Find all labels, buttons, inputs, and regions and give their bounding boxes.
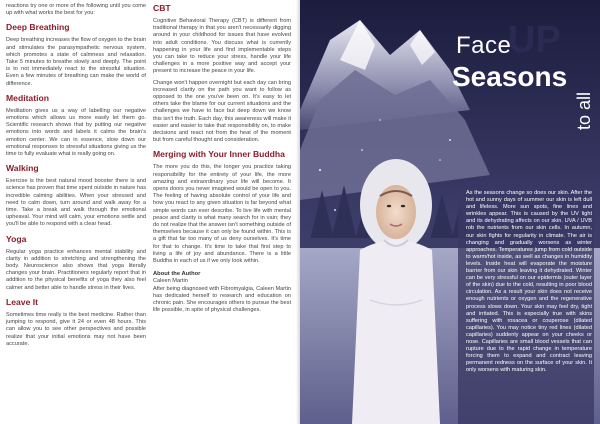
heading-inner-buddha: Merging with Your Inner Buddha (153, 149, 285, 160)
right-page (300, 0, 600, 424)
title-up: UP (508, 19, 561, 61)
body-walking: Exercise is the best natural mood booster there is and science has proven that time spent outside in nature has incredible calming abilities. When your stressed and need to calm down, turn around and walk away for a time. Take a break and walk through the emotional upheaval. Your mind will calm, your emotions settle and you'll be able to respond with a clear head. (6, 178, 146, 228)
body-inner-buddha: The more you do this, the longer you practice taking responsibility for the entirety of your life, the more amazing and extraordinary your life will become. It opens doors you never imagined would be open to you. The feeling of having absolute control of your life and how you react to any given situation is far beyond what simple words can ever describe. To live life with mental peace and clarity is what many search for in vain; they do not realize that the answer isn't something outside of themselves because it can only be found within. This is a gift that far too many of us deny ourselves. It's time for that to change. It's time to take that first step to living a life of joy and abundance. There is a little Buddha in each of us if we only look within. (153, 164, 291, 265)
heading-leave-it: Leave It (6, 296, 39, 307)
author-name: Caleen Martin (153, 278, 188, 285)
heading-deep-breathing: Deep Breathing (6, 22, 70, 33)
skin-seasons-body: As the seasons change so does our skin. After the hot and sunny days of summer our skin is left dull and lifeless. More sun spots, fine lines and wrinkles appear. This is caused by the UV light and its dehydrating affects on our skin. UVA / UVB rob the nutrients from our skin cells. In autumn, our skin fights for regularity in climate. The air is changing and gradually worsens as winter approaches. Temperatures jump from cold outside to warm/hot inside, as well as changes in humidity levels. Inside heat will evaporate the moisture barrier from our skin leaving it dehydrated. Winter can be very stressful on our epidermis (outer layer of the skin) due to the cold, resulting in poor blood circulation. As a result your skin does not receive enough nutrients or oxygen and the regenerative process slows down. Your skin may feel dry, tight and irritated. This is especially true with skins suffering with rosacea or couperose (dilated capillaries). You may notice tiny red lines (dilated capillaries) suddenly appear on your cheeks or nose. Capillaries are small blood vessels that can rupture due to the rapid change in temperature forcing them to expand and contract leaving permanent redness on the surface of your skin. It only worsens with maturing skin. (466, 190, 592, 374)
heading-walking: Walking (6, 163, 39, 174)
body-deep-breathing: Deep breathing increases the flow of oxygen to the brain and stimulates the parasympathetic nervous system, which promotes a state of calmness and relaxation. Take 5 minutes to breathe slowly and deeply. The point is to not immediately react to the stressful situation. Even a few minutes of breathing can make the world of difference. (6, 37, 146, 87)
title-seasons: Seasons (452, 61, 568, 92)
body-leave-it: Sometimes time really is the best medicine. Rather than jumping to respond, give it 24 or even 48 hours. This can allow you to see other perspectives and possible realize that your initial emotions may not have been accurate. (6, 311, 146, 347)
heading-meditation: Meditation (6, 92, 49, 103)
feature-title (448, 14, 598, 92)
about-author-heading: About the Author (153, 271, 201, 278)
body-cbt-1: Cognitive Behavioral Therapy (CBT) is different from traditional therapy in that you aren't necessarily digging around in your childhood for issues that have evolved into adult conditions. You discuss what is currently happening in your life and find implementable steps you can take to reduce your stress, handle your life challenges in a more positive way and accept your present to increase the peace in your life. (153, 18, 291, 75)
heading-cbt: CBT (153, 3, 171, 13)
woman-in-white-hoodie (352, 159, 440, 424)
body-meditation: Meditation gives us a way of labelling our negative emotions which allows us more easily let them go. Scientific research shows that by putting our negative emotions into words and labels it calms the brain's emotion center. We can in essence, slow down our emotional responses to stressful situations giving us the time to fully evaluate what is really going on. (6, 107, 146, 158)
title-face: Face (456, 32, 512, 59)
title-to-all-wrap (574, 78, 598, 138)
heading-yoga: Yoga (6, 233, 27, 244)
intro-text: reactions try one or more of the following until you come up with what works the best for you: (6, 3, 146, 17)
middle-column (153, 3, 291, 318)
body-yoga: Regular yoga practice enhances mental stability and clarity in addition to stretching and strengthening the body. Neuroscience also shows that yoga literally changes your brain. Practitioners regularly report that in addition to the physical benefits of yoga they also feel calmer and better able to handle stress in their lives. (6, 248, 146, 291)
body-cbt-2: Change won't happen overnight but each day can bring increased clarity on the path you want to follow as opposed to the one you've been on. It's easy to let others take the blame for our current situations and the challenges we have to face but deep down we know this isn't the truth. Each day, this awareness will make it easier and easier to take that responsibility on, to make decisions and react not from the heat of the moment but from careful thought and consideration. (153, 79, 291, 144)
title-to-all: to all (574, 91, 594, 130)
author-bio: After being diagnosed with Fibromyalgia, Caleen Martin has dedicated herself to research and education on chronic pain. She encourages others to pursue the best life possible, in spite of physical challenges. (153, 285, 291, 314)
left-column (6, 3, 146, 352)
